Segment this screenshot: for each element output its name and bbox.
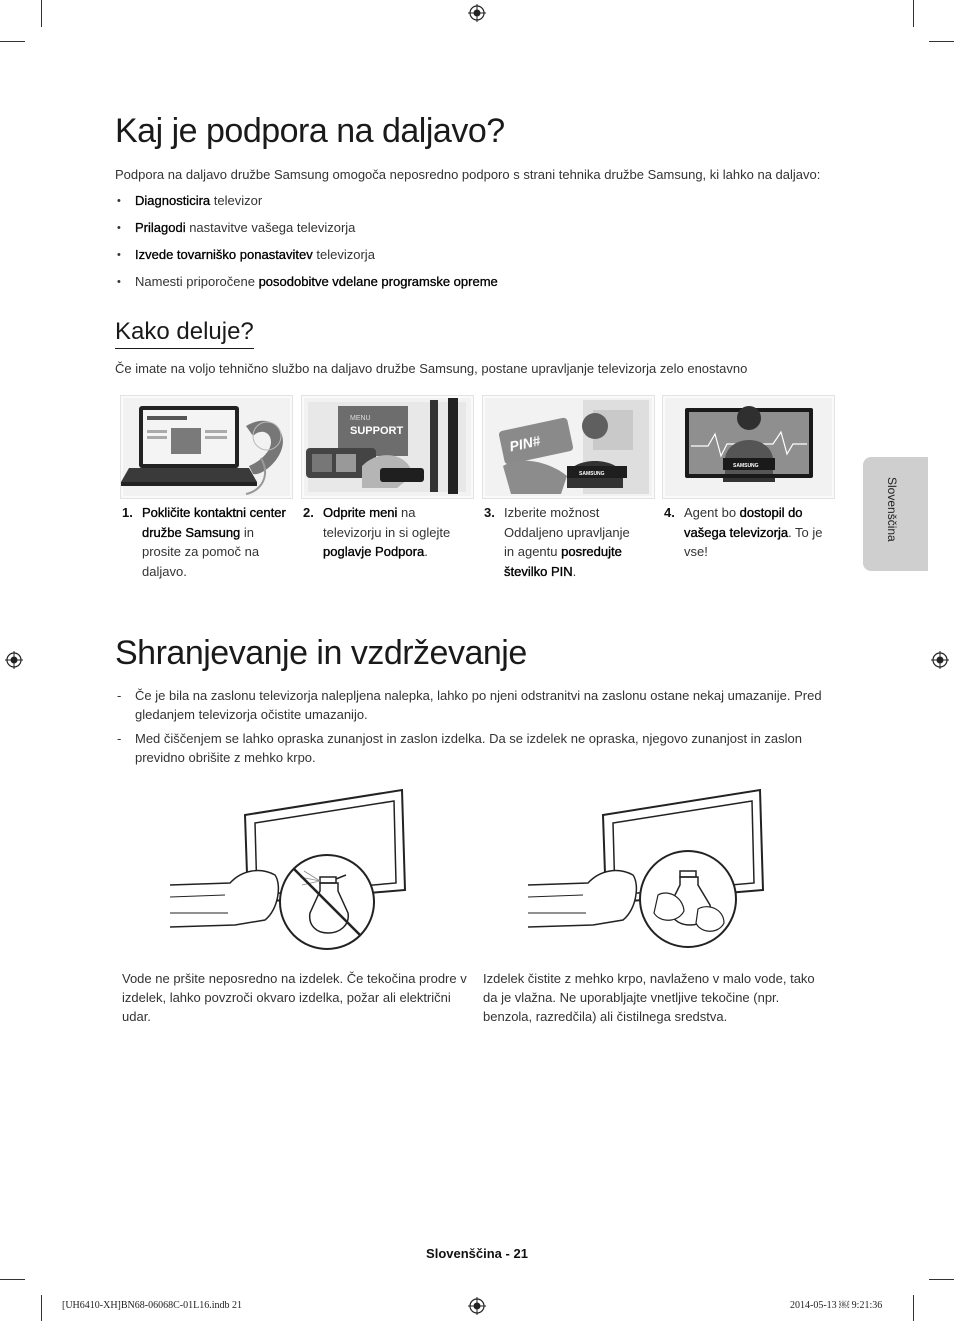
panel-pin — [482, 395, 655, 499]
print-slug-left: [UH6410-XH]BN68-06068C-01L16.indb 21 — [62, 1300, 242, 1311]
how-intro-text: Če imate na voljo tehnično službo na daljavo družbe Samsung, postane upravljanje televizorja zelo enostavno — [115, 361, 748, 376]
page-title: Kaj je podpora na daljavo? — [115, 112, 505, 150]
caption-no-spray: Vode ne pršite neposredno na izdelek. Če tekočina prodre v izdelek, lahko povzroči okvaro izdelka, požar ali električni udar. — [122, 971, 467, 1024]
list-item: • Diagnosticira televizor — [115, 190, 498, 217]
list-item: • Namesti priporočene posodobitve vdelane programske opreme — [115, 271, 498, 298]
print-slug-right: 2014-05-13 ￼ 9:21:36 — [790, 1300, 883, 1311]
tv-agent-illustration — [663, 396, 834, 498]
no-spray-illustration — [170, 785, 410, 955]
panel-call-center — [120, 395, 293, 499]
crop-mark-icon — [913, 0, 914, 27]
registration-mark-icon — [468, 4, 486, 22]
panel-agent — [662, 395, 835, 499]
crop-mark-icon — [0, 1279, 25, 1280]
laptop-phone-illustration — [121, 396, 292, 498]
registration-mark-icon — [5, 651, 23, 669]
intro-text: Podpora na daljavo družbe Samsung omogoča neposredno podporo s strani tehnika družbe Samsung, ki lahko na daljavo: — [115, 167, 821, 182]
page-footer: Slovenščina - 21 — [426, 1246, 528, 1261]
crop-mark-icon — [929, 41, 954, 42]
panel-brand-text: SAMSUNG — [579, 471, 605, 477]
caption-cloth: Izdelek čistite z mehko krpo, navlaženo v malo vode, tako da je vlažna. Ne uporabljajte vnetljive tekočine (npr. benzola, razredčila) ali čistilnega sredstva. — [483, 971, 815, 1024]
crop-mark-icon — [41, 1295, 42, 1321]
registration-mark-icon — [931, 651, 949, 669]
crop-mark-icon — [913, 1295, 914, 1321]
panel-brand-text: SAMSUNG — [733, 463, 759, 469]
registration-mark-icon — [468, 1297, 486, 1315]
cloth-cleaning-illustration — [528, 785, 768, 955]
section-title: Shranjevanje in vzdrževanje — [115, 634, 527, 672]
crop-mark-icon — [41, 0, 42, 27]
panel-support-text: SUPPORT — [350, 425, 404, 437]
pin-agent-illustration — [483, 396, 654, 498]
section-heading: Kako deluje? — [115, 318, 254, 349]
language-side-tab: Slovenščina — [863, 457, 928, 571]
crop-mark-icon — [0, 41, 25, 42]
panel-support-menu — [301, 395, 474, 499]
tv-support-illustration — [302, 396, 473, 498]
panel-menu-text: MENU — [350, 415, 371, 422]
list-item: • Izvede tovarniško ponastavitev televizorja — [115, 244, 498, 271]
panel-pin-text: PIN# — [507, 432, 542, 455]
feature-list — [115, 190, 498, 298]
list-item: • Prilagodi nastavitve vašega televizorja — [115, 217, 498, 244]
crop-mark-icon — [929, 1279, 954, 1280]
